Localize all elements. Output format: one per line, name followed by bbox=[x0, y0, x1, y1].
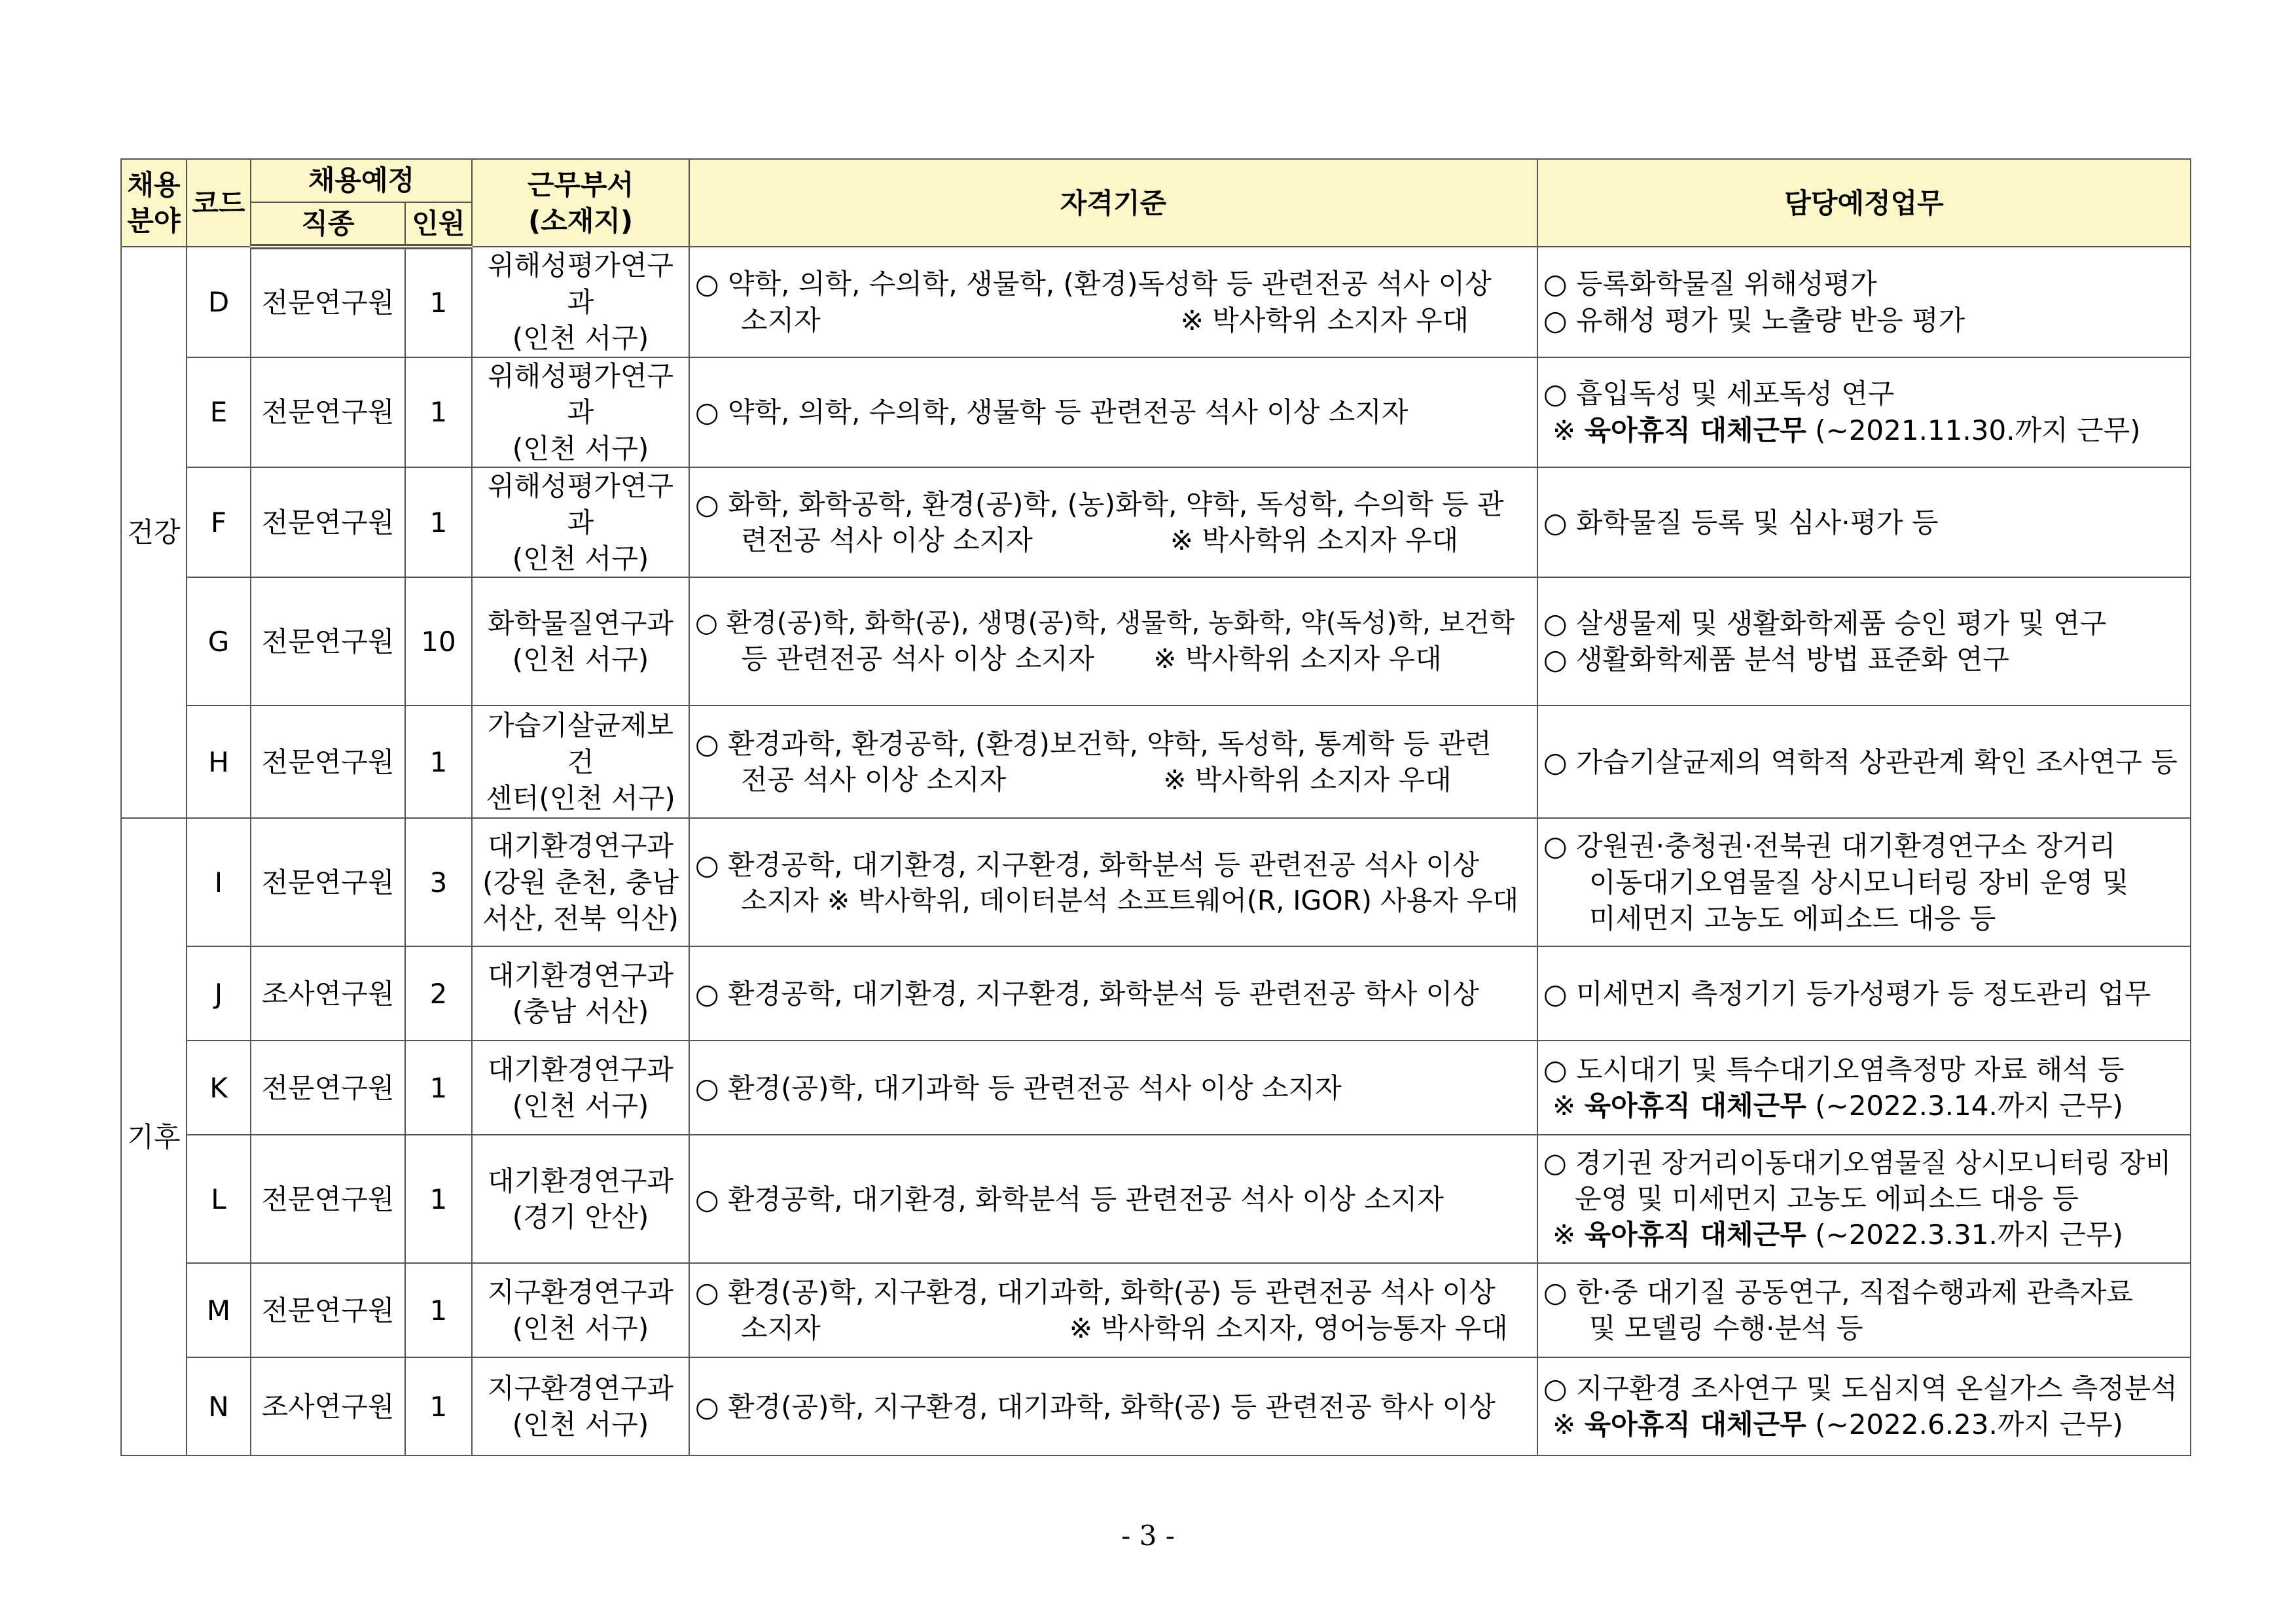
row-count: 1 bbox=[405, 1357, 472, 1455]
table-row bbox=[121, 1135, 2191, 1263]
row-job: 전문연구원 bbox=[251, 467, 405, 577]
row-count: 1 bbox=[405, 1263, 472, 1357]
table-row bbox=[121, 357, 2191, 467]
row-qualification: ○ 약학, 의학, 수의학, 생물학, (환경)독성학 등 관련전공 석사 이상 소지자 ※ 박사학위 소지자 우대 bbox=[689, 247, 1537, 357]
row-code: J bbox=[187, 946, 251, 1041]
row-duty: ○ 흡입독성 및 세포독성 연구 ※ 육아휴직 대체근무 (~2021.11.30.까지 근무) bbox=[1537, 357, 2191, 467]
row-dept: 가습기살균제보건 센터(인천 서구) bbox=[472, 705, 689, 818]
header-duty: 담당예정업무 bbox=[1537, 159, 2191, 247]
row-code: I bbox=[187, 818, 251, 946]
row-dept: 대기환경연구과 (강원 춘천, 충남 서산, 전북 익산) bbox=[472, 818, 689, 946]
row-duty: ○ 강원권·충청권·전북권 대기환경연구소 장거리 이동대기오염물질 상시모니터링 장비 운영 및 미세먼지 고농도 에피소드 대응 등 bbox=[1537, 818, 2191, 946]
row-count: 1 bbox=[405, 1135, 472, 1263]
row-dept: 위해성평가연구과 (인천 서구) bbox=[472, 247, 689, 357]
area-health: 건강 bbox=[121, 247, 187, 818]
row-count: 3 bbox=[405, 818, 472, 946]
row-count: 1 bbox=[405, 705, 472, 818]
area-climate: 기후 bbox=[121, 818, 187, 1455]
row-dept: 지구환경연구과 (인천 서구) bbox=[472, 1263, 689, 1357]
header-qualification: 자격기준 bbox=[689, 159, 1537, 247]
row-qualification: ○ 환경공학, 대기환경, 화학분석 등 관련전공 석사 이상 소지자 bbox=[689, 1135, 1537, 1263]
row-code: H bbox=[187, 705, 251, 818]
row-code: D bbox=[187, 247, 251, 357]
row-qualification: ○ 화학, 화학공학, 환경(공)학, (농)화학, 약학, 독성학, 수의학 등 관 련전공 석사 이상 소지자 ※ 박사학위 소지자 우대 bbox=[689, 467, 1537, 577]
row-job: 전문연구원 bbox=[251, 705, 405, 818]
row-job: 전문연구원 bbox=[251, 818, 405, 946]
row-duty: ○ 미세먼지 측정기기 등가성평가 등 정도관리 업무 bbox=[1537, 946, 2191, 1041]
row-count: 1 bbox=[405, 1041, 472, 1135]
table-row bbox=[121, 1357, 2191, 1455]
row-qualification: ○ 환경(공)학, 화학(공), 생명(공)학, 생물학, 농화학, 약(독성)학, 보건학 등 관련전공 석사 이상 소지자 ※ 박사학위 소지자 우대 bbox=[689, 577, 1537, 705]
table-row bbox=[121, 467, 2191, 577]
row-code: E bbox=[187, 357, 251, 467]
row-duty: ○ 경기권 장거리이동대기오염물질 상시모니터링 장비 운영 및 미세먼지 고농도 에피소드 대응 등 ※ 육아휴직 대체근무 (~2022.3.31.까지 근무) bbox=[1537, 1135, 2191, 1263]
table-row bbox=[121, 946, 2191, 1041]
row-dept: 화학물질연구과 (인천 서구) bbox=[472, 577, 689, 705]
row-duty: ○ 등록화학물질 위해성평가 ○ 유해성 평가 및 노출량 반응 평가 bbox=[1537, 247, 2191, 357]
page-number: - 3 - bbox=[1121, 1520, 1175, 1552]
row-job: 전문연구원 bbox=[251, 1135, 405, 1263]
row-code: F bbox=[187, 467, 251, 577]
table-row bbox=[121, 1041, 2191, 1135]
row-code: G bbox=[187, 577, 251, 705]
row-dept: 대기환경연구과 (인천 서구) bbox=[472, 1041, 689, 1135]
header-area: 채용 분야 bbox=[121, 159, 187, 247]
table-row bbox=[121, 1263, 2191, 1357]
header-dept: 근무부서 (소재지) bbox=[472, 159, 689, 247]
row-job: 전문연구원 bbox=[251, 247, 405, 357]
row-duty: ○ 살생물제 및 생활화학제품 승인 평가 및 연구 ○ 생활화학제품 분석 방법 표준화 연구 bbox=[1537, 577, 2191, 705]
row-job: 전문연구원 bbox=[251, 357, 405, 467]
row-count: 1 bbox=[405, 247, 472, 357]
row-job: 전문연구원 bbox=[251, 1041, 405, 1135]
header-job-type: 직종 bbox=[251, 202, 405, 247]
row-job: 전문연구원 bbox=[251, 1263, 405, 1357]
header-plan: 채용예정 bbox=[251, 159, 472, 202]
row-qualification: ○ 환경(공)학, 지구환경, 대기과학, 화학(공) 등 관련전공 학사 이상 bbox=[689, 1357, 1537, 1455]
row-count: 1 bbox=[405, 467, 472, 577]
table-row bbox=[121, 705, 2191, 818]
row-dept: 지구환경연구과 (인천 서구) bbox=[472, 1357, 689, 1455]
table-row bbox=[121, 577, 2191, 705]
row-qualification: ○ 환경공학, 대기환경, 지구환경, 화학분석 등 관련전공 학사 이상 bbox=[689, 946, 1537, 1041]
recruitment-table bbox=[120, 158, 2191, 1456]
row-duty: ○ 가습기살균제의 역학적 상관관계 확인 조사연구 등 bbox=[1537, 705, 2191, 818]
row-duty: ○ 도시대기 및 특수대기오염측정망 자료 해석 등 ※ 육아휴직 대체근무 (~2022.3.14.까지 근무) bbox=[1537, 1041, 2191, 1135]
row-qualification: ○ 환경(공)학, 지구환경, 대기과학, 화학(공) 등 관련전공 석사 이상 소지자 ※ 박사학위 소지자, 영어능통자 우대 bbox=[689, 1263, 1537, 1357]
row-code: M bbox=[187, 1263, 251, 1357]
row-dept: 대기환경연구과 (충남 서산) bbox=[472, 946, 689, 1041]
row-dept: 위해성평가연구과 (인천 서구) bbox=[472, 467, 689, 577]
row-code: K bbox=[187, 1041, 251, 1135]
header-code: 코드 bbox=[187, 159, 251, 247]
row-code: L bbox=[187, 1135, 251, 1263]
row-code: N bbox=[187, 1357, 251, 1455]
row-qualification: ○ 약학, 의학, 수의학, 생물학 등 관련전공 석사 이상 소지자 bbox=[689, 357, 1537, 467]
header-count: 인원 bbox=[405, 202, 472, 247]
table-row bbox=[121, 818, 2191, 946]
row-duty: ○ 지구환경 조사연구 및 도심지역 온실가스 측정분석 ※ 육아휴직 대체근무 (~2022.6.23.까지 근무) bbox=[1537, 1357, 2191, 1455]
row-job: 조사연구원 bbox=[251, 1357, 405, 1455]
row-qualification: ○ 환경과학, 환경공학, (환경)보건학, 약학, 독성학, 통계학 등 관련 전공 석사 이상 소지자 ※ 박사학위 소지자 우대 bbox=[689, 705, 1537, 818]
row-count: 10 bbox=[405, 577, 472, 705]
row-qualification: ○ 환경(공)학, 대기과학 등 관련전공 석사 이상 소지자 bbox=[689, 1041, 1537, 1135]
row-duty: ○ 화학물질 등록 및 심사·평가 등 bbox=[1537, 467, 2191, 577]
row-job: 전문연구원 bbox=[251, 577, 405, 705]
row-count: 2 bbox=[405, 946, 472, 1041]
row-job: 조사연구원 bbox=[251, 946, 405, 1041]
row-duty: ○ 한·중 대기질 공동연구, 직접수행과제 관측자료 및 모델링 수행·분석 등 bbox=[1537, 1263, 2191, 1357]
row-dept: 위해성평가연구과 (인천 서구) bbox=[472, 357, 689, 467]
row-qualification: ○ 환경공학, 대기환경, 지구환경, 화학분석 등 관련전공 석사 이상 소지자 ※ 박사학위, 데이터분석 소프트웨어(R, IGOR) 사용자 우대 bbox=[689, 818, 1537, 946]
row-dept: 대기환경연구과 (경기 안산) bbox=[472, 1135, 689, 1263]
table-row bbox=[121, 247, 2191, 357]
row-count: 1 bbox=[405, 357, 472, 467]
